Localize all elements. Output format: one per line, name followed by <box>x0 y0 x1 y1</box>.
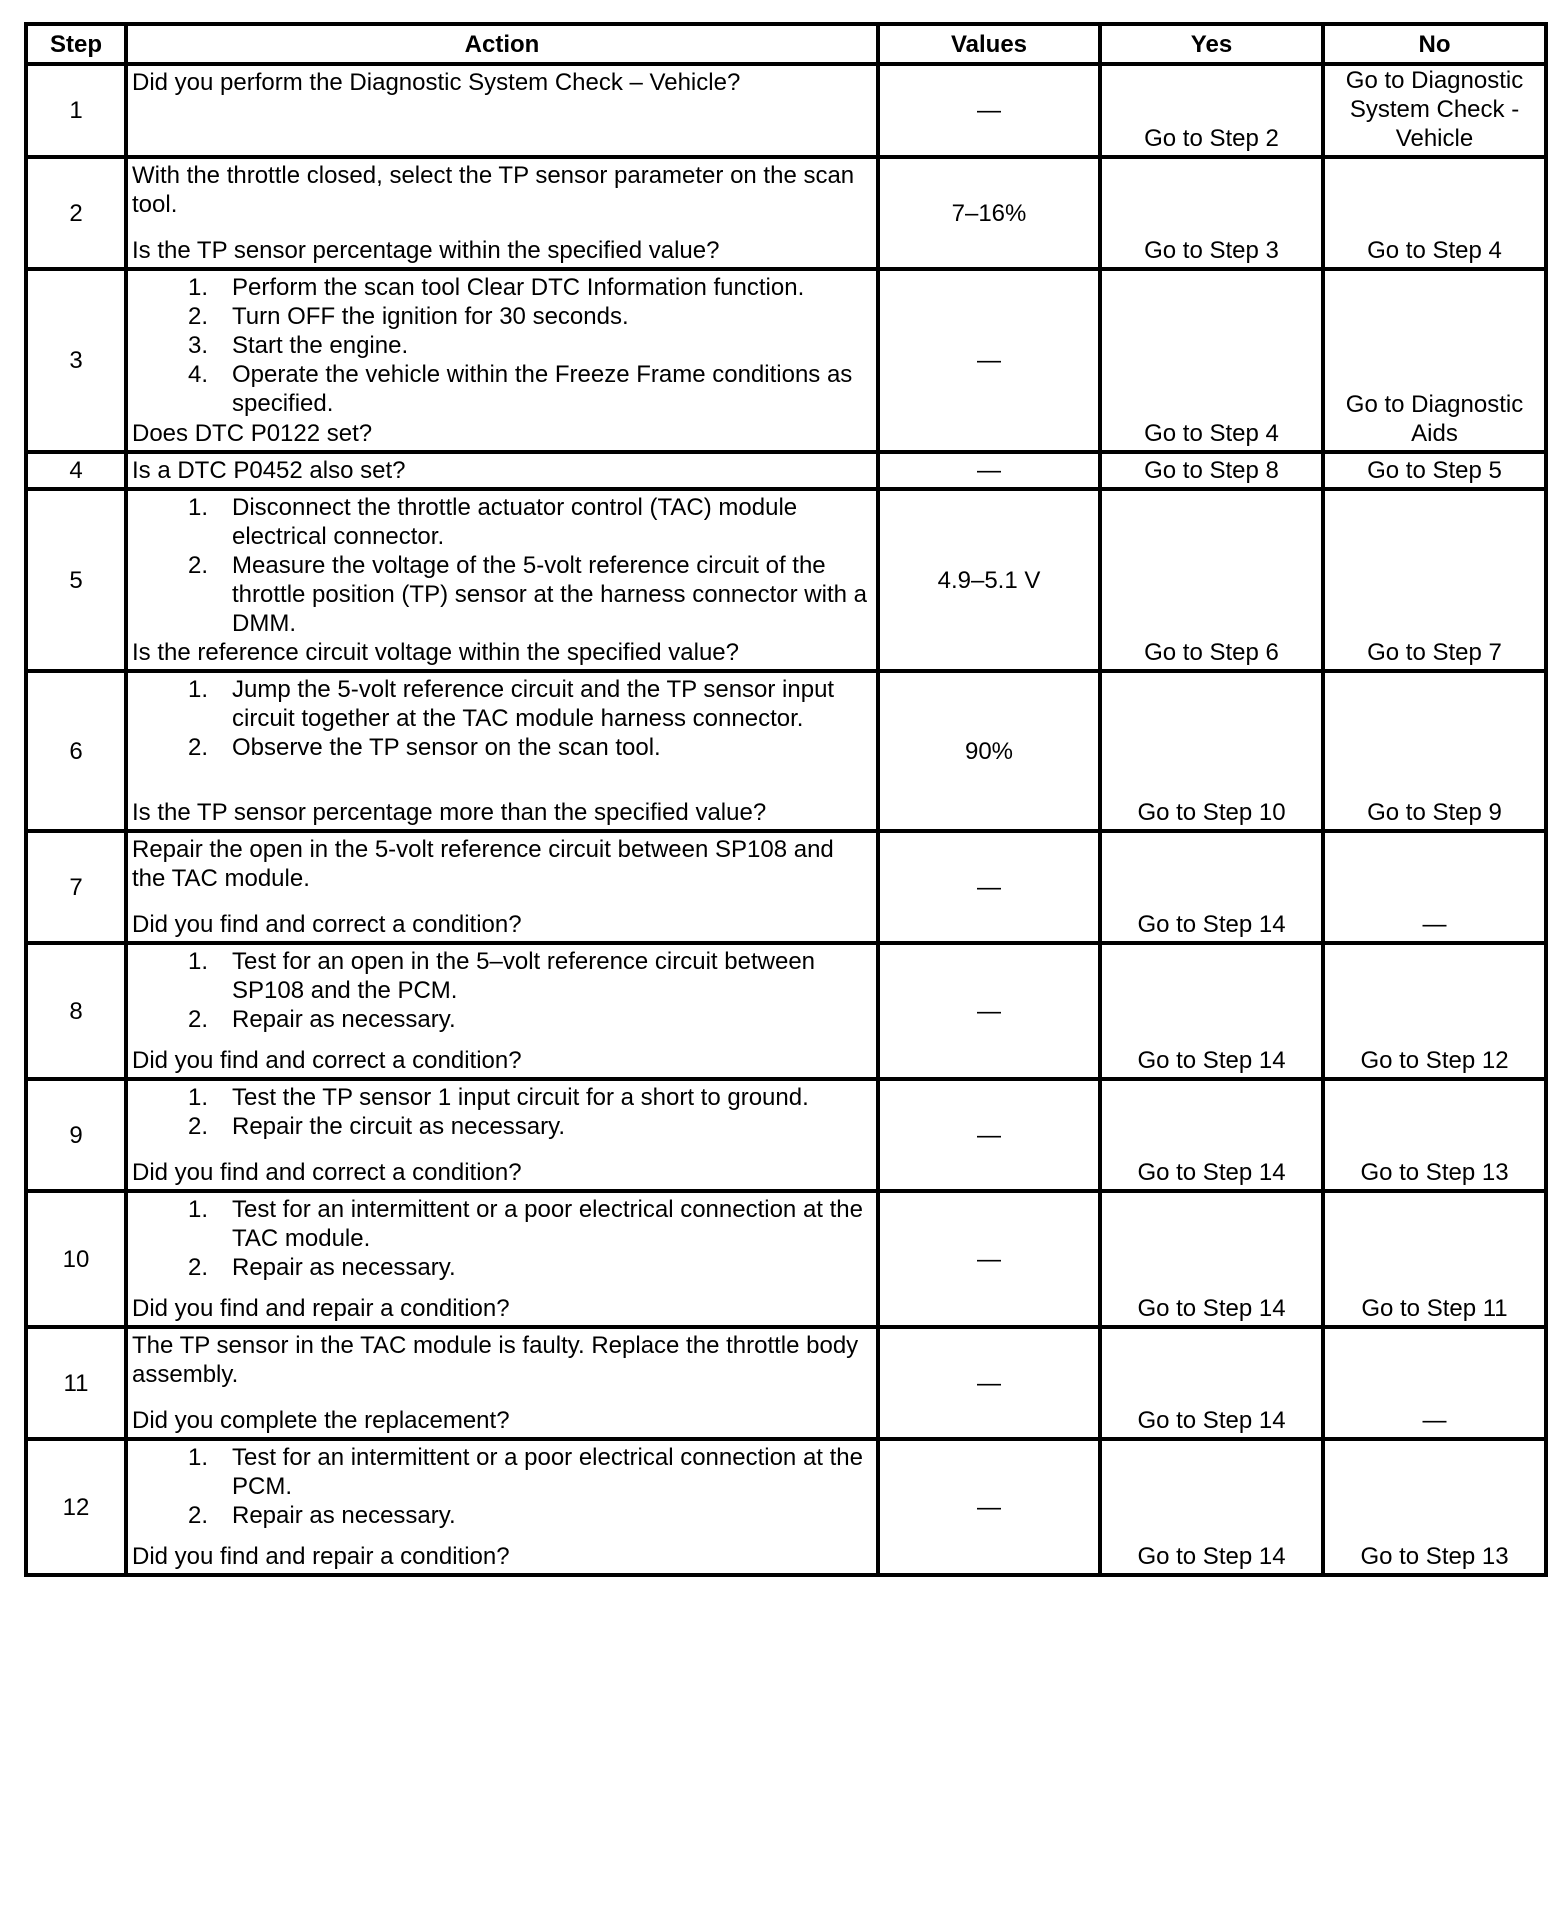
action-text: The TP sensor in the TAC module is faulty. Replace the throttle body assembly. <box>132 1332 859 1388</box>
values-cell: — <box>878 831 1100 943</box>
step-number: 9 <box>26 1079 126 1191</box>
action-step-number: 2. <box>187 552 208 579</box>
action-steps-list <box>132 947 872 1034</box>
action-step-item <box>132 493 872 551</box>
action-step-text: Repair as necessary. <box>232 1006 456 1033</box>
action-step-number: 2. <box>187 1254 208 1281</box>
action-step-text: Test the TP sensor 1 input circuit for a short to ground. <box>232 1084 809 1111</box>
action-content <box>132 1443 872 1571</box>
action-step-text: Observe the TP sensor on the scan tool. <box>232 734 661 761</box>
action-step-number: 1. <box>187 1444 208 1471</box>
action-body <box>132 1443 872 1542</box>
action-step-number: 4. <box>187 361 208 388</box>
action-text: Did you perform the Diagnostic System Check – Vehicle? <box>132 69 741 96</box>
action-content <box>132 947 872 1075</box>
step-number: 2 <box>26 157 126 269</box>
yes-cell: Go to Step 14 <box>1100 831 1323 943</box>
action-cell <box>126 1191 878 1327</box>
no-cell: Go to Step 13 <box>1323 1439 1546 1575</box>
action-text: Is a DTC P0452 also set? <box>132 457 406 484</box>
action-step-number: 1. <box>187 494 208 521</box>
values-cell: — <box>878 452 1100 489</box>
action-step-item <box>132 1112 872 1141</box>
action-step-number: 1. <box>187 948 208 975</box>
header-yes: Yes <box>1100 24 1323 64</box>
action-cell <box>126 671 878 831</box>
header-step: Step <box>26 24 126 64</box>
yes-cell: Go to Step 6 <box>1100 489 1323 671</box>
action-step-item <box>132 1501 872 1530</box>
action-cell <box>126 831 878 943</box>
action-cell <box>126 943 878 1079</box>
action-content <box>132 675 872 827</box>
action-step-number: 2. <box>187 303 208 330</box>
action-step-number: 1. <box>187 1196 208 1223</box>
step-number: 8 <box>26 943 126 1079</box>
action-question: Is the TP sensor percentage within the specified value? <box>132 237 720 264</box>
action-content <box>132 273 872 448</box>
action-steps-list <box>132 273 872 418</box>
action-step-item <box>132 947 872 1005</box>
action-cell <box>126 452 878 489</box>
header-values: Values <box>878 24 1100 64</box>
action-step-text: Test for an intermittent or a poor electrical connection at the PCM. <box>232 1444 863 1500</box>
values-cell: — <box>878 64 1100 157</box>
action-question: Did you complete the replacement? <box>132 1407 510 1434</box>
action-step-text: Start the engine. <box>232 332 409 359</box>
yes-cell: Go to Step 14 <box>1100 1327 1323 1439</box>
action-step-text: Test for an open in the 5–volt reference circuit between SP108 and the PCM. <box>232 948 816 1004</box>
values-cell: — <box>878 943 1100 1079</box>
no-cell: Go to Step 11 <box>1323 1191 1546 1327</box>
action-step-item <box>132 1253 872 1282</box>
action-step-item <box>132 733 872 762</box>
yes-cell: Go to Step 14 <box>1100 943 1323 1079</box>
yes-cell: Go to Step 4 <box>1100 269 1323 452</box>
action-body <box>132 68 872 153</box>
no-cell: — <box>1323 831 1546 943</box>
action-steps-list <box>132 1443 872 1530</box>
action-content <box>132 1083 872 1187</box>
action-step-item <box>132 360 872 418</box>
values-cell: 7–16% <box>878 157 1100 269</box>
table-body <box>26 64 1546 1575</box>
action-content <box>132 1195 872 1323</box>
action-text: Repair the open in the 5-volt reference circuit between SP108 and the TAC module. <box>132 836 834 892</box>
table-row <box>26 943 1546 1079</box>
action-step-text: Turn OFF the ignition for 30 seconds. <box>232 303 629 330</box>
action-question: Did you find and repair a condition? <box>132 1543 510 1570</box>
table-row <box>26 671 1546 831</box>
no-cell: — <box>1323 1327 1546 1439</box>
values-cell: — <box>878 1079 1100 1191</box>
action-step-item <box>132 551 872 638</box>
action-step-item <box>132 1443 872 1501</box>
yes-cell: Go to Step 2 <box>1100 64 1323 157</box>
action-step-number: 2. <box>187 734 208 761</box>
action-step-item <box>132 273 872 302</box>
action-step-text: Test for an intermittent or a poor electrical connection at the TAC module. <box>232 1196 863 1252</box>
action-question: Is the reference circuit voltage within the specified value? <box>132 639 739 666</box>
yes-cell: Go to Step 14 <box>1100 1191 1323 1327</box>
action-step-number: 1. <box>187 676 208 703</box>
action-cell <box>126 1439 878 1575</box>
no-cell: Go to Step 13 <box>1323 1079 1546 1191</box>
action-steps-list <box>132 675 872 762</box>
no-cell: Go to Diagnostic System Check - Vehicle <box>1323 64 1546 157</box>
action-step-text: Jump the 5-volt reference circuit and the TP sensor input circuit together at the TAC module harness connector. <box>232 676 835 732</box>
action-cell <box>126 1327 878 1439</box>
step-number: 11 <box>26 1327 126 1439</box>
step-number: 5 <box>26 489 126 671</box>
action-body <box>132 161 872 236</box>
action-step-item <box>132 1195 872 1253</box>
table-row <box>26 64 1546 157</box>
action-question: Is the TP sensor percentage more than the specified value? <box>132 799 767 826</box>
action-content <box>132 68 872 153</box>
action-body <box>132 456 872 485</box>
action-cell <box>126 269 878 452</box>
action-body <box>132 947 872 1046</box>
action-body <box>132 835 872 910</box>
step-number: 10 <box>26 1191 126 1327</box>
action-step-text: Repair as necessary. <box>232 1254 456 1281</box>
action-steps-list <box>132 493 872 638</box>
action-content <box>132 161 872 265</box>
action-step-text: Measure the voltage of the 5-volt reference circuit of the throttle position (TP) sensor at the harness connector with a DMM. <box>232 552 867 637</box>
action-steps-list <box>132 1083 872 1141</box>
values-cell: 4.9–5.1 V <box>878 489 1100 671</box>
action-steps-list <box>132 1195 872 1282</box>
no-cell: Go to Diagnostic Aids <box>1323 269 1546 452</box>
action-body <box>132 675 872 798</box>
no-cell: Go to Step 4 <box>1323 157 1546 269</box>
no-cell: Go to Step 7 <box>1323 489 1546 671</box>
action-cell <box>126 157 878 269</box>
values-cell: 90% <box>878 671 1100 831</box>
action-question: Did you find and correct a condition? <box>132 1047 522 1074</box>
action-question: Did you find and repair a condition? <box>132 1295 510 1322</box>
action-question: Did you find and correct a condition? <box>132 1159 522 1186</box>
action-step-number: 2. <box>187 1502 208 1529</box>
action-step-text: Repair as necessary. <box>232 1502 456 1529</box>
action-cell <box>126 1079 878 1191</box>
table-row <box>26 831 1546 943</box>
action-body <box>132 493 872 638</box>
action-body <box>132 1083 872 1158</box>
action-content <box>132 1331 872 1435</box>
table-row <box>26 489 1546 671</box>
action-step-text: Repair the circuit as necessary. <box>232 1113 566 1140</box>
action-step-item <box>132 1005 872 1034</box>
yes-cell: Go to Step 14 <box>1100 1439 1323 1575</box>
yes-cell: Go to Step 8 <box>1100 452 1323 489</box>
action-content <box>132 835 872 939</box>
values-cell: — <box>878 1191 1100 1327</box>
action-step-item <box>132 1083 872 1112</box>
no-cell: Go to Step 5 <box>1323 452 1546 489</box>
action-step-text: Disconnect the throttle actuator control (TAC) module electrical connector. <box>232 494 798 550</box>
action-step-number: 1. <box>187 274 208 301</box>
action-step-text: Perform the scan tool Clear DTC Information function. <box>232 274 805 301</box>
action-body <box>132 1331 872 1406</box>
action-text: With the throttle closed, select the TP sensor parameter on the scan tool. <box>132 162 855 218</box>
table-row <box>26 1439 1546 1575</box>
action-body <box>132 273 872 419</box>
header-action: Action <box>126 24 878 64</box>
step-number: 4 <box>26 452 126 489</box>
action-cell <box>126 489 878 671</box>
no-cell: Go to Step 9 <box>1323 671 1546 831</box>
step-number: 1 <box>26 64 126 157</box>
values-cell: — <box>878 269 1100 452</box>
action-step-item <box>132 331 872 360</box>
table-row <box>26 1327 1546 1439</box>
action-question: Did you find and correct a condition? <box>132 911 522 938</box>
yes-cell: Go to Step 14 <box>1100 1079 1323 1191</box>
action-content <box>132 493 872 667</box>
action-question: Does DTC P0122 set? <box>132 420 373 447</box>
step-number: 6 <box>26 671 126 831</box>
action-step-number: 3. <box>187 332 208 359</box>
diagnostic-table <box>24 22 1548 1577</box>
table-row <box>26 1079 1546 1191</box>
action-step-number: 2. <box>187 1113 208 1140</box>
header-no: No <box>1323 24 1546 64</box>
table-row <box>26 157 1546 269</box>
values-cell: — <box>878 1439 1100 1575</box>
action-cell <box>126 64 878 157</box>
action-step-text: Operate the vehicle within the Freeze Frame conditions as specified. <box>232 361 853 417</box>
action-step-item <box>132 302 872 331</box>
step-number: 12 <box>26 1439 126 1575</box>
no-cell: Go to Step 12 <box>1323 943 1546 1079</box>
action-step-item <box>132 675 872 733</box>
step-number: 7 <box>26 831 126 943</box>
yes-cell: Go to Step 3 <box>1100 157 1323 269</box>
action-body <box>132 1195 872 1294</box>
table-row <box>26 452 1546 489</box>
action-step-number: 1. <box>187 1084 208 1111</box>
step-number: 3 <box>26 269 126 452</box>
yes-cell: Go to Step 10 <box>1100 671 1323 831</box>
values-cell: — <box>878 1327 1100 1439</box>
table-row <box>26 1191 1546 1327</box>
header-row <box>26 24 1546 64</box>
table-row <box>26 269 1546 452</box>
action-content <box>132 456 872 485</box>
action-step-number: 2. <box>187 1006 208 1033</box>
